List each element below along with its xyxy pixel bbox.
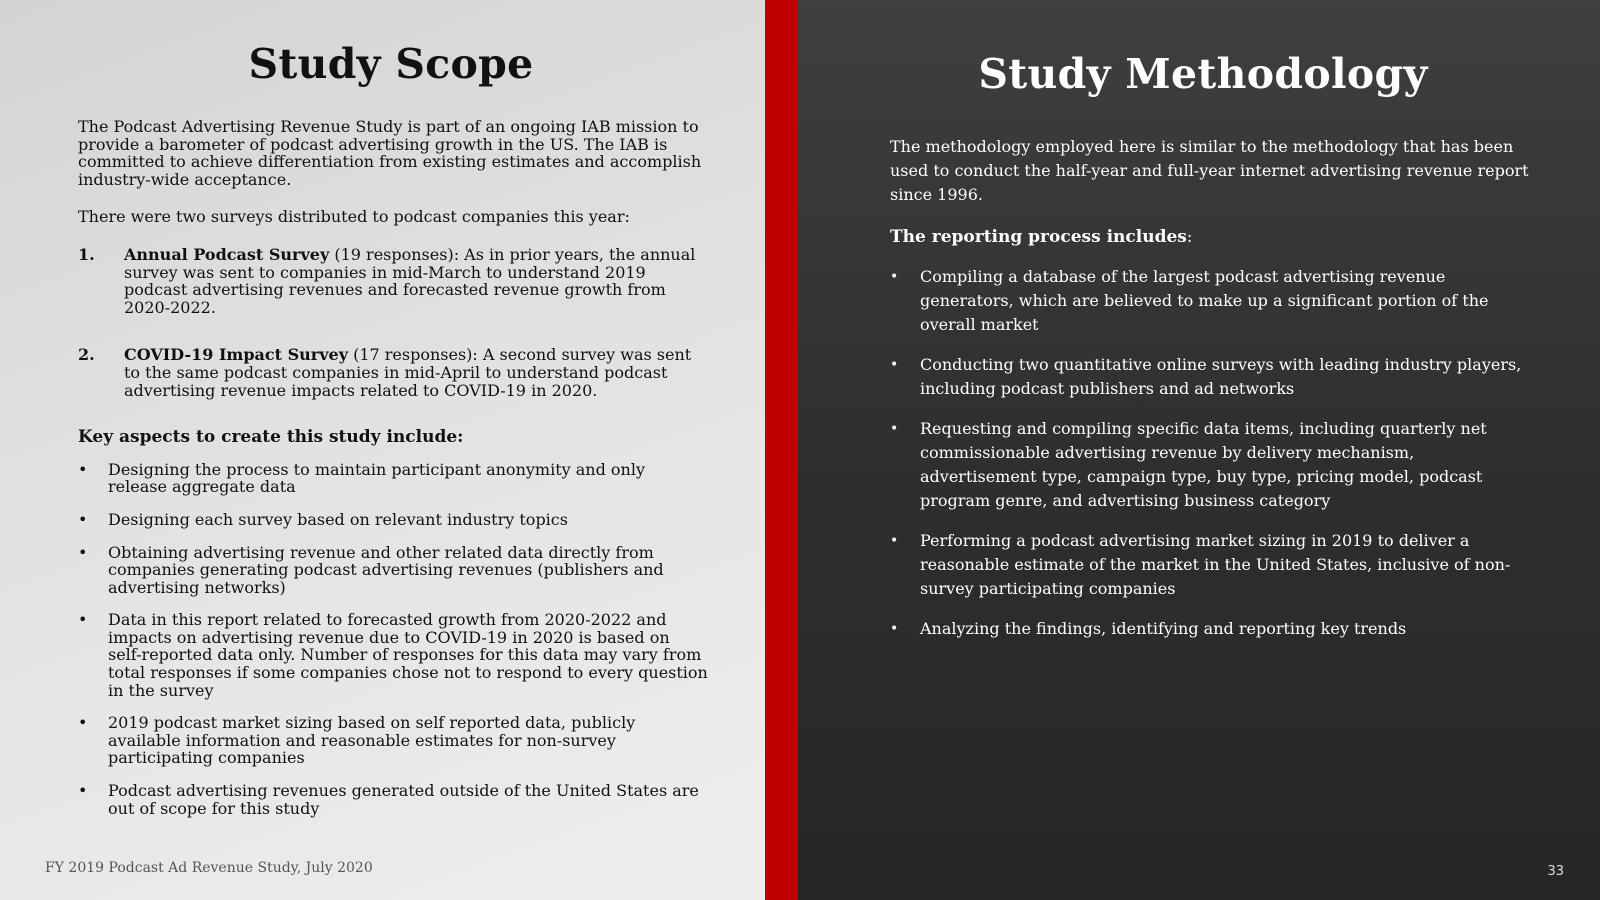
key-aspect-item	[78, 782, 708, 817]
key-aspect-text: Designing each survey based on relevant industry topics	[108, 509, 568, 529]
bullet-icon: •	[890, 621, 899, 637]
survey-name: COVID-19 Impact Survey	[124, 345, 348, 365]
survey-number: 1.	[78, 244, 95, 264]
process-item	[890, 417, 1530, 513]
process-heading-colon: :	[1186, 227, 1193, 246]
survey-description: As in prior years, the annual survey was sent to companies in mid-March to understand 2019 podcast advertising revenues and forecasted revenue growth from 2020-2022.	[124, 244, 696, 317]
process-item	[890, 617, 1530, 641]
survey-responses: (19 responses):	[334, 244, 460, 264]
bullet-icon: •	[890, 421, 899, 437]
bullet-icon: •	[890, 357, 899, 373]
process-item	[890, 529, 1530, 601]
study-scope-panel	[0, 0, 765, 900]
process-item-text: Performing a podcast advertising market sizing in 2019 to deliver a reasonable estimate of the market in the United States, inclusive of non-survey participating companies	[920, 531, 1511, 598]
bullet-icon: •	[890, 269, 899, 285]
surveys-lead-text: There were two surveys distributed to podcast companies this year:	[78, 207, 630, 227]
key-aspect-text: Podcast advertising revenues generated outside of the United States are out of scope for this study	[108, 781, 699, 818]
key-aspect-item	[78, 611, 708, 699]
bullet-icon: •	[78, 781, 88, 801]
key-aspect-text: Designing the process to maintain participant anonymity and only release aggregate data	[108, 459, 646, 497]
study-scope-title: Study Scope	[248, 40, 534, 88]
bullet-icon: •	[78, 610, 88, 630]
process-list	[890, 265, 1530, 641]
bullet-icon: •	[78, 542, 88, 562]
process-item-text: Conducting two quantitative online surveys with leading industry players, including podcast publishers and ad networks	[920, 355, 1522, 398]
study-scope-content	[78, 118, 708, 832]
accent-divider	[765, 0, 798, 900]
key-aspect-item	[78, 461, 708, 496]
bullet-icon: •	[78, 509, 88, 529]
process-item-text: Analyzing the findings, identifying and reporting key trends	[920, 619, 1407, 638]
key-aspect-text: Obtaining advertising revenue and other related data directly from companies generating podcast advertising revenues (publishers and advertising networks)	[108, 542, 664, 597]
process-item-text: Compiling a database of the largest podcast advertising revenue generators, which are believed to make up a significant portion of the overall market	[920, 267, 1489, 334]
key-aspect-item	[78, 714, 708, 767]
process-item-text: Requesting and compiling specific data items, including quarterly net commissionable advertising revenue by delivery mechanism, advertisement type, campaign type, buy type, pricing model, podcast program genre, and advertising business category	[920, 419, 1487, 510]
methodology-intro-paragraph: The methodology employed here is similar to the methodology that has been used to conduct the half-year and full-year internet advertising revenue report since 1996.	[890, 137, 1529, 204]
key-aspect-item	[78, 544, 708, 597]
bullet-icon: •	[78, 459, 88, 479]
survey-responses: (17 responses):	[353, 345, 478, 365]
key-aspects-heading: Key aspects to create this study include:	[78, 427, 464, 448]
key-aspect-text: 2019 podcast market sizing based on self reported data, publicly available information and reasonable estimates for non-survey participating companies	[108, 713, 636, 768]
survey-description: A second survey was sent to the same podcast companies in mid-April to understand podcast advertising revenue impacts related to COVID-19 in 2020.	[124, 345, 692, 400]
study-methodology-panel	[798, 0, 1600, 900]
page-number: 33	[1547, 864, 1564, 879]
study-methodology-content	[890, 135, 1530, 657]
key-aspect-item	[78, 511, 708, 529]
footer-text: FY 2019 Podcast Ad Revenue Study, July 2020	[45, 860, 373, 876]
process-heading-label: The reporting process includes	[890, 227, 1187, 247]
survey-list	[78, 246, 708, 399]
process-item	[890, 265, 1530, 337]
key-aspect-text: Data in this report related to forecasted growth from 2020-2022 and impacts on advertising revenue due to COVID-19 in 2020 is based on self-reported data only. Number of responses for this data may vary from total responses if some companies chose not to respond to every question in the survey	[108, 610, 708, 700]
study-methodology-title: Study Methodology	[978, 50, 1428, 98]
scope-intro-paragraph: The Podcast Advertising Revenue Study is part of an ongoing IAB mission to provide a barometer of podcast advertising growth in the US. The IAB is committed to achieve differentiation from existing estimates and accomplish industry-wide acceptance.	[78, 117, 702, 189]
survey-item-covid	[78, 346, 708, 399]
process-heading	[890, 225, 1530, 249]
survey-name: Annual Podcast Survey	[124, 244, 330, 264]
bullet-icon: •	[890, 533, 899, 549]
survey-number: 2.	[78, 345, 95, 365]
process-item	[890, 353, 1530, 401]
key-aspects-list	[78, 461, 708, 818]
survey-item-annual	[78, 246, 708, 316]
bullet-icon: •	[78, 713, 88, 733]
